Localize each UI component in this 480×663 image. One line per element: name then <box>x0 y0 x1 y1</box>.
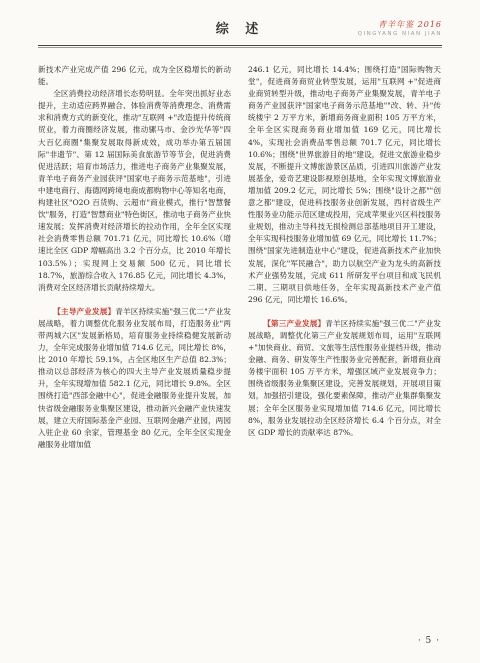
header-rule <box>38 45 442 46</box>
paragraph: 246.1 亿元，同比增长 14.4%；围绕打造"国际购物天堂"，促进商务商贸业转型发展，运用"互联网 +"促进商业商贸转型升级，推动电子商务产业集聚发展，青羊电子商务产业园获评"国家电子商务示范基地""改、转、升"传统楼宇 2 万平方米，新增商务商业面积 105 万平方米，全年全区实现商务商业增加值 169 亿元，同比增长 4%，实现社会消费品零售总额 701.7 亿元，同比增长 10.6%；围绕"世界旅游目的地"建设，促进文旅游业稳步发展，不断提升文博旅游景区品质，引进四川旅游产业发展基金，爱奇艺建设影视原创基地，全年实现文博旅游业增加值 209.2 亿元，同比增长 5%；围绕"设计之都""创意之都"建设，促进科技服务业创新发展，西村省级生产性服务业功能示范区建成投用，完成苹果业兴区科技服务业规划，推动主导科技无损检测总部基地项目开工建设，全年实现科技服务业增加值 69 亿元，同比增长 11.7%；围绕"国家先进制造业中心"建设，促进高新技术产业加快发展，深化"军民融合"，助力以航空产业为龙头的高新技术产业强势发展，完成 611 所研发平台项目和成飞民机二期、三期项目供地任务，全年实现高新技术产业产值 296 亿元，同比增长 16.6%。 <box>248 65 441 304</box>
paragraph-body: 青羊区持续实施"强三优二"产业发展战略，调整优化第三产业发展规划布局，运用"互联网 +"加快商业、商贸、文旅等生活性服务业提档升级，推动金融、商务、研发等生产性服务业完善配套，新增商业商务楼宇面积 105 万平方米，增强区域产业发展竞争力；围绕省级服务业集聚区建设，完善发展规划，开展项目策划，加强招引建设，强化要素保障，推动产业集群集聚发展；全年全区服务业实现增加值 714.6 亿元，同比增长 8%，服务业发展拉动全区经济增长 6.4 个百分点，对全区 GDP 增长的贡献率达 87%。 <box>248 318 442 437</box>
section-tag: 【主导产业发展】 <box>53 306 116 316</box>
left-column <box>38 64 231 451</box>
yearbook-subtitle: QINGYANG NIAN JIAN <box>357 31 442 37</box>
paragraph: 新技术产业完成产值 296 亿元，成为全区稳增长的新动能。 <box>38 65 231 87</box>
paragraph <box>248 318 441 439</box>
paragraph <box>38 306 231 451</box>
right-column <box>248 64 441 439</box>
header-rule-thin <box>38 47 442 48</box>
paragraph-body: 青羊区持续实施"强三优二"产业发展战略，着力调整优化服务业发展布局，打造服务业"两带两城六区"发展新格局，培育服务业持续稳健发展新动力，全年完成服务业增加值 714.6 亿元，同比增长 8%，比 2010 年增长 59.1%，占全区地区生产总值 82.3%；推动以总部经济为核心的四大主导产业发展质量稳步提升，全年实现增加值 582.1 亿元，同比增长 9.8%。全区围绕打造"西部金融中心"，促进金融服务业提升发展，加快省级金融服务业集聚区建设，推动新兴金融产业快速发展，建立天府国际基金产业园、互联网金融产业园，两园入驻企业 60 余家，管理基金 80 亿元，全年全区实现金融服务业增加值 <box>38 306 232 449</box>
paragraph: 全区消费拉动经济增长态势明显。全年突出抓好业态提升，主动适应跨界融合、体验消费等消费理念、消费需求和消费方式的新变化，推动"互联网 +"改造提升传统商贸业，着力商圈经济发展，推动骡马市、金沙光华等"四大百亿商圈"集聚发展取得新成效，成功举办第五届国际"非遗节"、第 12 届国际美食旅游节等节会，促进消费促进活跃；培育市场活力，推进电子商务产业集聚发展，青羊电子商务产业园获评"国家电子商务示范基地"，引进中建电商行、海德网跨境电商成都购物中心等知名电商，构建社区"O2O 百货购、云超市"商业模式，推行"智慧餐饮"服务，打造"智慧商业"特色街区，推动电子商务产业快速发展；发挥消费对经济增长的拉动作用，全年全区实现社会消费零售总额 701.71 亿元，同比增长 10.6%（增速比全区 GDP 增幅高出 3.2 个百分点，比 2010 年增长 103.5%）；实现网上交易额 500 亿元，同比增长 18.7%，旅游综合收入 176.85 亿元，同比增长 4.3%，消费对全区经济增长贡献持续增大。 <box>38 89 231 292</box>
section-title: 综 述 <box>215 22 265 37</box>
page-number: · 5 · <box>417 636 440 646</box>
page-header <box>38 18 442 54</box>
yearbook-brand: 青羊年鉴 2016 <box>378 20 442 29</box>
section-tag: 【第三产业发展】 <box>263 318 326 328</box>
